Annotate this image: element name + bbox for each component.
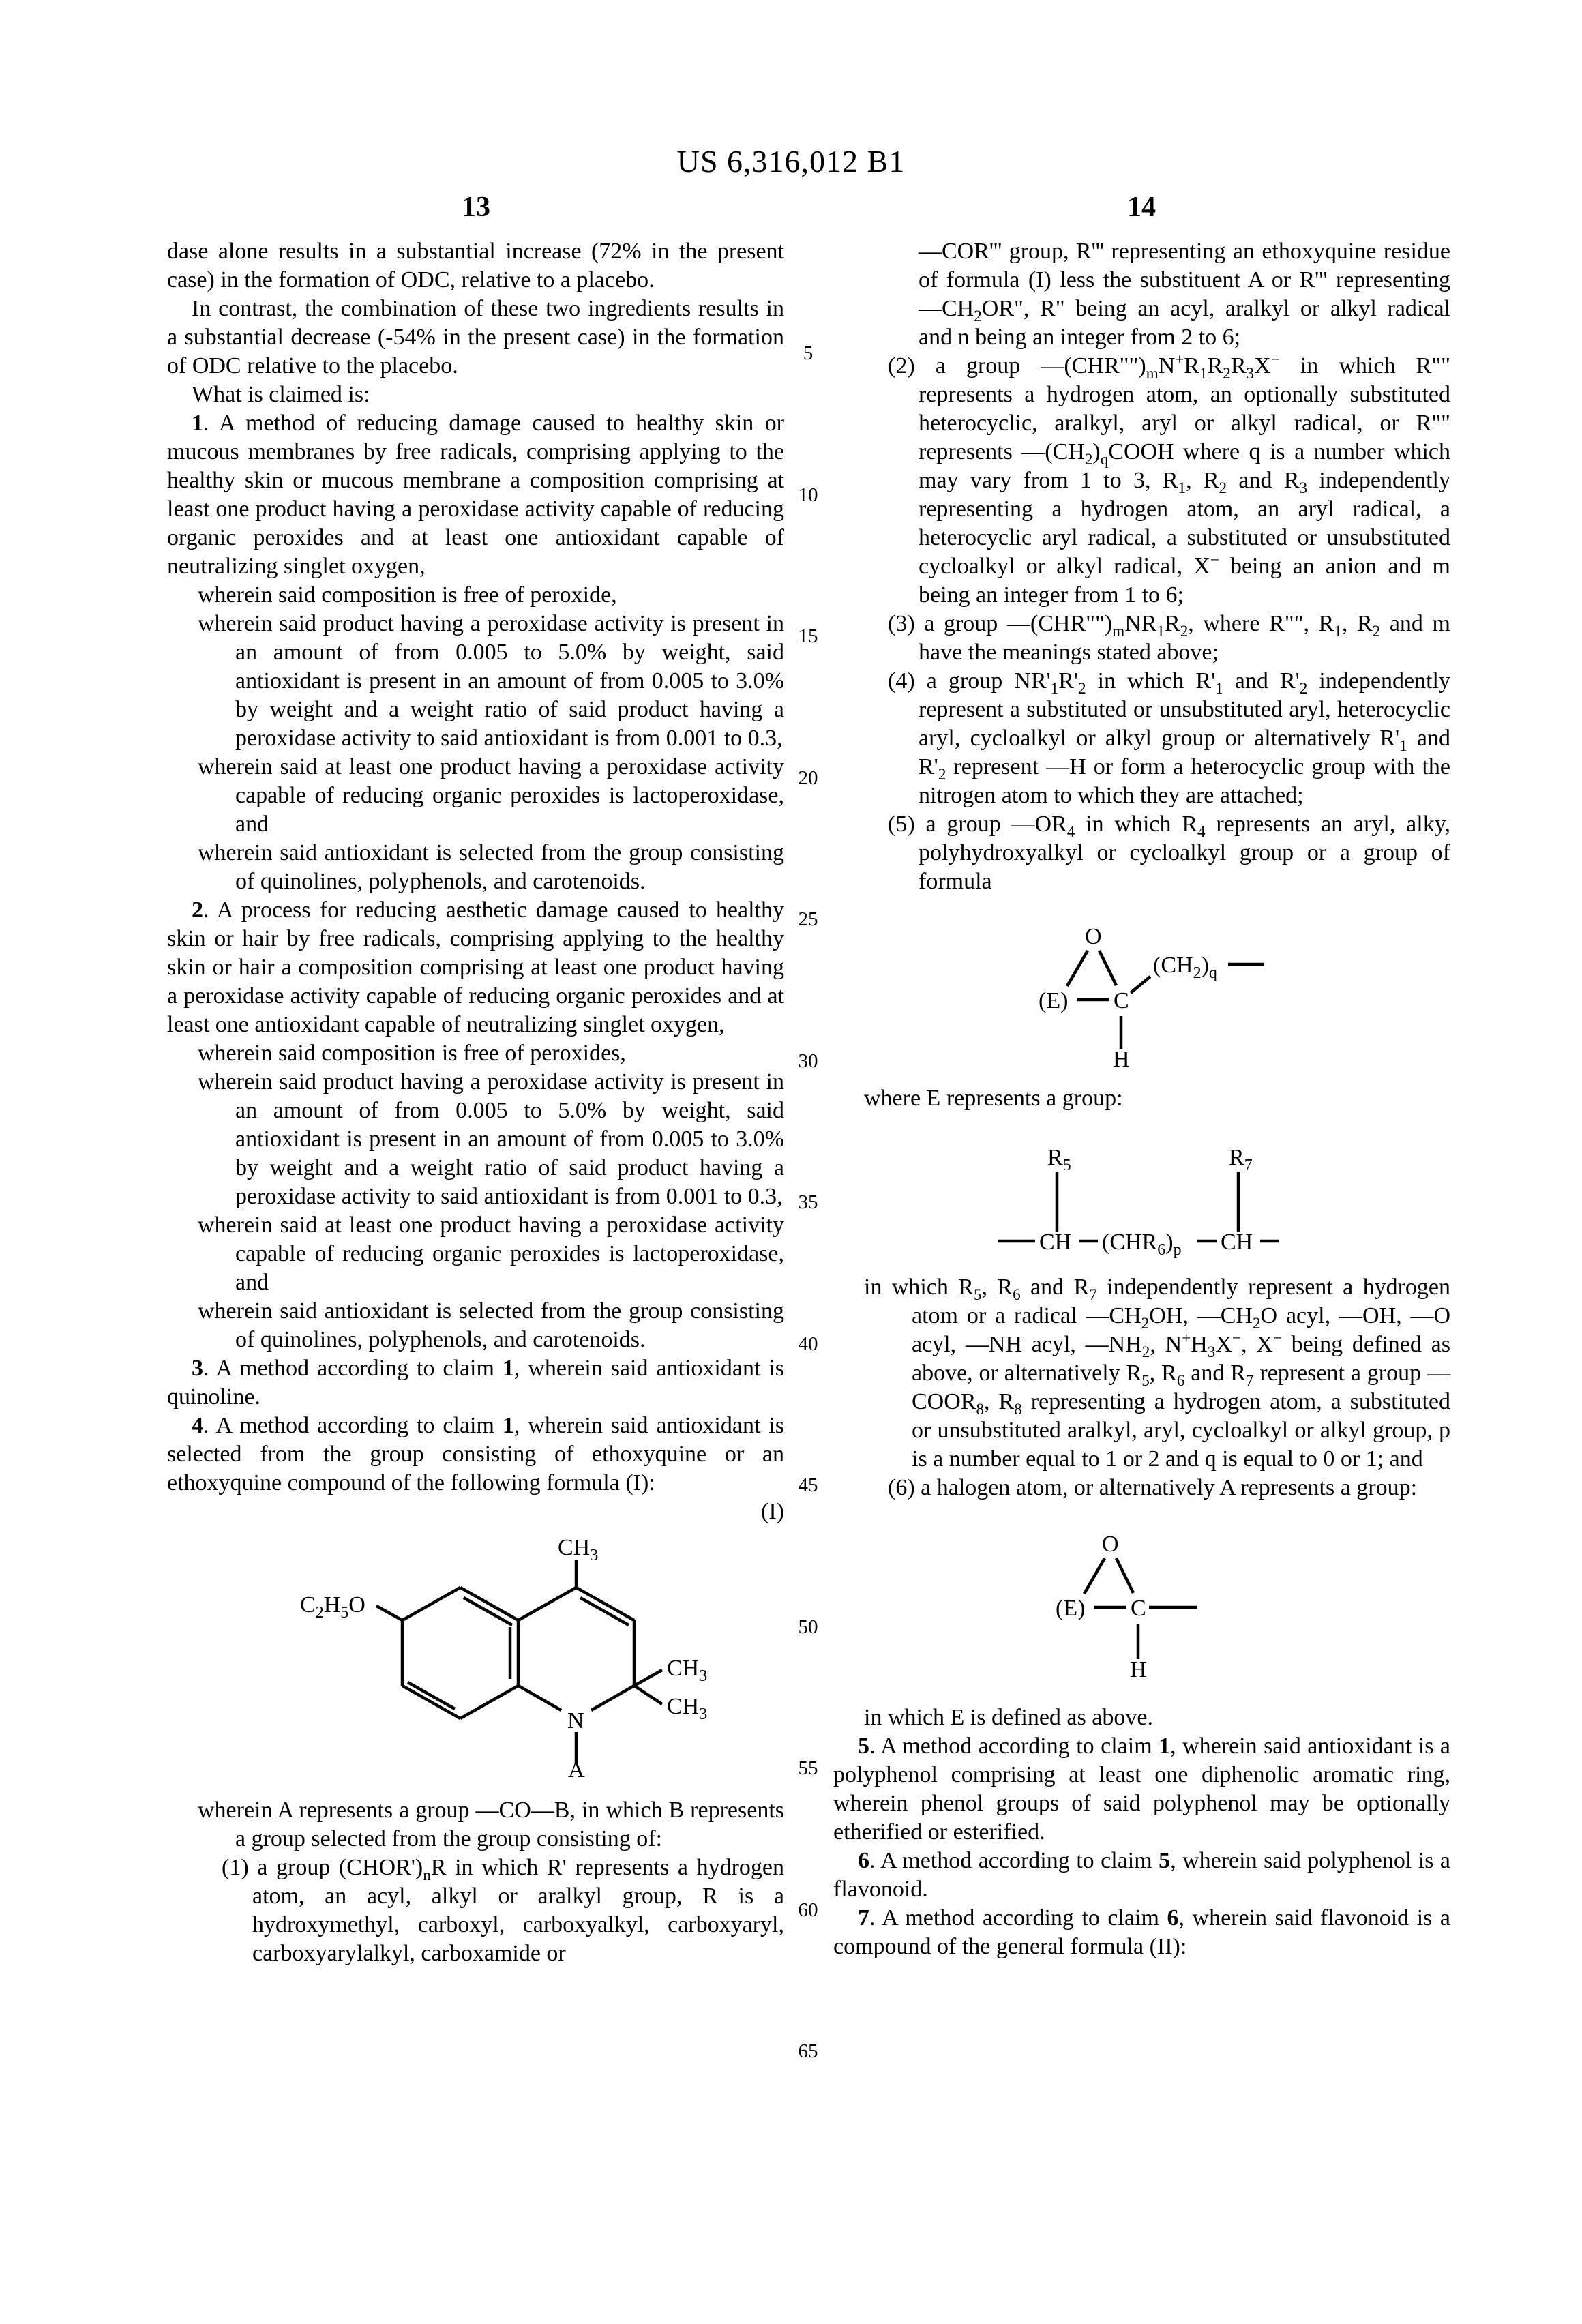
- chr6p-label: $(CHR_6)_p$: [1102, 1230, 1182, 1259]
- in-which-e-defined: in which E is defined as above.: [864, 1705, 1153, 1730]
- claim-6: 6. A method according to claim 5, wherein said polyphenol is a flavonoid.: [833, 1848, 1451, 1902]
- r5-label: $R_5$: [1047, 1145, 1071, 1174]
- claim-2-wherein-2: wherein said product having a peroxidase activity is present in an amount of from 0.005 to 5.0% by weight, said antioxidant is present in an amount of from 0.005 to 3.0% by weight and a weight ratio of said product having a peroxidase activity to said antioxidant is from 0.001 to 0.3,: [198, 1069, 784, 1209]
- claim-3: 3. A method according to claim 1, wherein said antioxidant is quinoline.: [167, 1356, 785, 1410]
- line-number-50: 50: [798, 1616, 818, 1638]
- item-5: (5) a group $—OR_4$ in which $R_4$ represents an aryl, alky, polyhydroxyalkyl or cycloalkyl group or a group of formula: [888, 811, 1450, 894]
- patent-number-header: US 6,316,012 B1: [676, 144, 906, 179]
- quinoline-ring-bonds: [376, 1560, 662, 1763]
- hydrogen-label: H: [1113, 1047, 1130, 1072]
- claim-7: 7. A method according to claim 6, wherein said flavonoid is a compound of the general formula (II):: [833, 1905, 1450, 1959]
- claim-1-wherein-3: wherein said at least one product having a peroxidase activity capable of reducing organic peroxides is lactoperoxidase, and: [198, 754, 784, 837]
- left-column-page-number: 13: [462, 192, 490, 223]
- line-number-10: 10: [798, 484, 818, 506]
- ch-left-label: CH: [1039, 1230, 1072, 1255]
- oxygen-label: O: [1102, 1532, 1119, 1557]
- item-1-continuation: —COR''' group, R''' representing an ethoxyquine residue of formula (I) less the substituent A or R''' representing $—CH_2OR$", R" being an acyl, aralkyl or alkyl radical and n being an integer from 2 to 6;: [919, 239, 1450, 350]
- methyl-lower-right-label: $CH_3$: [667, 1694, 708, 1723]
- claim-1: 1. A method of reducing damage caused to healthy skin or mucous membranes by free radicals, comprising applying to the healthy skin or mucous membrane a composition comprising at least one product having a peroxidase activity capable of reducing organic peroxides and at least one antioxidant capable of neutralizing singlet oxygen,: [167, 411, 784, 579]
- line-number-25: 25: [798, 908, 818, 930]
- ch2q-label: $(CH_2)_q$: [1153, 953, 1217, 982]
- e-group-label: (E): [1056, 1596, 1086, 1621]
- wherein-a-represents: wherein A represents a group —CO—B, in which B represents a group selected from the group consisting of:: [198, 1798, 784, 1851]
- line-number-5: 5: [803, 342, 814, 364]
- ch-right-label: CH: [1221, 1230, 1253, 1255]
- paragraph-odc-increase: dase alone results in a substantial increase (72% in the present case) in the formation of ODC, relative to a placebo.: [167, 239, 784, 293]
- carbon-label: C: [1114, 988, 1129, 1013]
- item-3: (3) a group $—(CHR"")_mNR_1R_2$, where R"", $R_1$, $R_2$ and m have the meanings stated above;: [888, 611, 1450, 665]
- claim-1-wherein-1: wherein said composition is free of peroxide,: [198, 582, 617, 608]
- in-which-r5-r6-r7: in which $R_5$, $R_6$ and $R_7$ independently represent a hydrogen atom or a radical $—CH_2OH$, $—CH_2O$ acyl, —OH, —O acyl, —NH acyl, $—NH_2$, $N^+H_3X^-$, X− being defined as above, or alternatively $R_5$, $R_6$ and $R_7$ represent a group $—COOR_8$, $R_8$ representing a hydrogen atom, a substituted or unsubstituted aralkyl, aryl, cycloalkyl or alkyl group, p is a number equal to 1 or 2 and q is equal to 0 or 1; and: [864, 1275, 1451, 1472]
- e-group-label: (E): [1039, 988, 1069, 1013]
- paragraph-what-is-claimed: What is claimed is:: [192, 382, 370, 407]
- claim-5: 5. A method according to claim 1, wherein said antioxidant is a polyphenol comprising at least one diphenolic aromatic ring, wherein phenol groups of said polyphenol may be optionally etherified or esterified.: [833, 1733, 1450, 1845]
- carbon-label: C: [1131, 1596, 1146, 1621]
- line-number-45: 45: [798, 1474, 818, 1496]
- epoxide-group-structure-2: [1050, 1528, 1296, 1688]
- line-number-30: 30: [798, 1050, 818, 1072]
- right-text-column: [833, 237, 1450, 1961]
- line-number-15: 15: [798, 625, 818, 647]
- methyl-upper-right-label: $CH_3$: [667, 1656, 708, 1685]
- line-number-65: 65: [798, 2040, 818, 2062]
- item-1: (1) a group $(CHOR')_nR$ in which R' represents a hydrogen atom, an acyl, alkyl or aralkyl group, R is a hydroxymethyl, carboxyl, carboxyalkyl, carboxyaryl, carboxyarylalkyl, carboxamide or: [222, 1855, 784, 1966]
- item-6: (6) a halogen atom, or alternatively A represents a group:: [888, 1475, 1418, 1500]
- line-number-60: 60: [798, 1899, 818, 1921]
- epoxide-group-structure: [1033, 921, 1279, 1077]
- line-number-35: 35: [798, 1191, 818, 1213]
- e-chain-structure: [996, 1133, 1282, 1260]
- a-substituent-label: A: [568, 1757, 585, 1783]
- claim-2-wherein-4: wherein said antioxidant is selected from the group consisting of quinolines, polyphenols, and carotenoids.: [198, 1298, 784, 1352]
- formula-I-marker: (I): [761, 1499, 784, 1524]
- claim-4: 4. A method according to claim 1, wherein said antioxidant is selected from the group consisting of ethoxyquine or an ethoxyquine compound of the following formula (I):: [167, 1413, 785, 1495]
- r7-label: $R_7$: [1229, 1145, 1253, 1174]
- nitrogen-label: N: [567, 1708, 584, 1733]
- line-number-55: 55: [798, 1757, 818, 1779]
- where-e-represents: where E represents a group:: [864, 1086, 1123, 1111]
- hydrogen-label: H: [1130, 1657, 1147, 1682]
- methyl-top-label: $CH_3$: [558, 1535, 599, 1564]
- claim-1-wherein-2: wherein said product having a peroxidase activity is present in an amount of from 0.005 to 5.0% by weight, said antioxidant is present in an amount of from 0.005 to 3.0% by weight and a weight ratio of said product having a peroxidase activity to said antioxidant is from 0.001 to 0.3,: [198, 611, 784, 751]
- right-column-page-number: 14: [1127, 192, 1156, 223]
- ethoxy-group-label: $C_2H_5O$: [300, 1592, 365, 1622]
- claim-2: 2. A process for reducing aesthetic damage caused to healthy skin or hair by free radicals, comprising applying to the healthy skin or hair a composition comprising at least one product having a peroxidase activity capable of reducing organic peroxides and at least one antioxidant capable of neutralizing singlet oxygen,: [167, 897, 784, 1037]
- left-text-column: [167, 237, 784, 1968]
- claim-2-wherein-1: wherein said composition is free of peroxides,: [198, 1041, 626, 1066]
- claim-2-wherein-3: wherein said at least one product having a peroxidase activity capable of reducing organic peroxides is lactoperoxidase, and: [198, 1212, 784, 1295]
- line-number-20: 20: [798, 767, 818, 789]
- paragraph-odc-decrease: In contrast, the combination of these two ingredients results in a substantial decrease (-54% in the present case) in the formation of ODC relative to the placebo.: [167, 296, 784, 378]
- oxygen-label: O: [1085, 924, 1102, 949]
- item-2: (2) a group $—(CHR"")_mN^+R_1R_2R_3X^-$ in which R"" represents a hydrogen atom, an optionally substituted heterocyclic, aralkyl, aryl or alkyl radical, or R"" represents $—(CH_2)_qCOOH$ where q is a number which may vary from 1 to 3, $R_1$, $R_2$ and $R_3$ independently representing a hydrogen atom, an aryl radical, a heterocyclic aryl radical, a substituted or unsubstituted cycloalkyl or alkyl radical, X− being an anion and m being an integer from 1 to 6;: [888, 351, 1450, 608]
- formula-I-structure: [293, 1535, 708, 1783]
- item-4: (4) a group $NR'_1R'_2$ in which $R'_1$ and $R'_2$ independently represent a substituted or unsubstituted aryl, heterocyclic aryl, cycloalkyl or alkyl group or alternatively $R'_1$ and $R'_2$ represent —H or form a heterocyclic group with the nitrogen atom to which they are attached;: [888, 668, 1450, 808]
- claim-1-wherein-4: wherein said antioxidant is selected from the group consisting of quinolines, polyphenols, and carotenoids.: [198, 840, 784, 894]
- line-number-40: 40: [798, 1333, 818, 1355]
